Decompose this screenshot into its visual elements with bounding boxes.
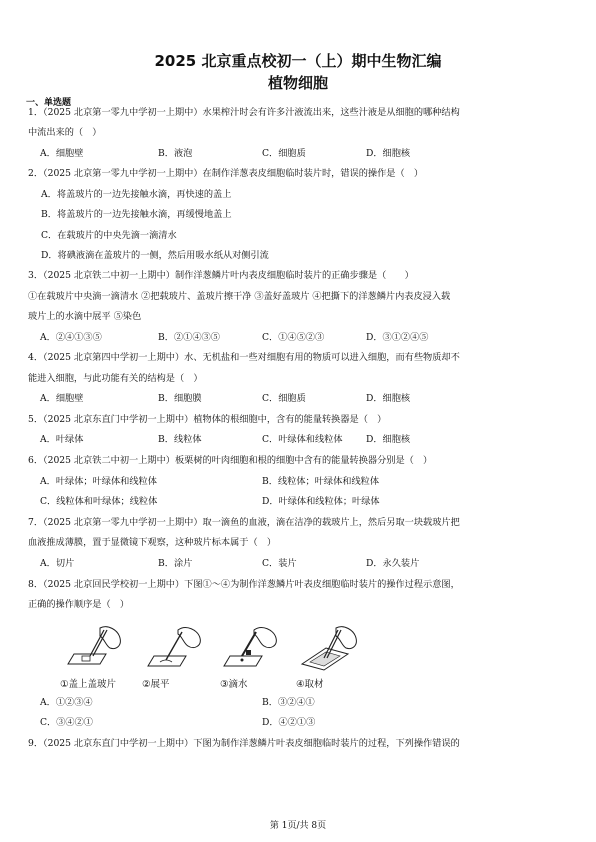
figure-caption: ④取材 — [296, 679, 324, 690]
answer-option: A．②④①③⑤ — [40, 332, 102, 343]
question-line: 正确的操作顺序是（ ） — [28, 599, 130, 610]
question-line: 能进入细胞，与此功能有关的结构是（ ） — [28, 373, 203, 384]
question-line: 7．（2025 北京第一零九中学初一上期中）取一滴鱼的血液，滴在洁净的载玻片上，然后另取一块载玻片把 — [28, 517, 460, 528]
answer-option: D．③①②④⑤ — [366, 332, 429, 343]
page-title: 2025 北京重点校初一（上）期中生物汇编 — [154, 52, 442, 70]
page-footer: 第 1页/共 8页 — [269, 821, 327, 831]
answer-option: A．细胞壁 — [40, 148, 84, 159]
question-line: 血液推成薄膜，置于显微镜下观察，这种玻片标本属于（ ） — [28, 537, 277, 548]
answer-option: C．①④⑤②③ — [262, 332, 325, 343]
answer-option: D．叶绿体和线粒体；叶绿体 — [262, 496, 380, 507]
answer-option: B．线粒体；叶绿体和线粒体 — [262, 476, 380, 487]
answer-option: A．叶绿体；叶绿体和线粒体 — [40, 476, 157, 487]
answer-option: C．细胞质 — [262, 393, 306, 404]
answer-option: C．线粒体和叶绿体；线粒体 — [40, 496, 158, 507]
answer-option: B．线粒体 — [158, 434, 202, 445]
question-line: 1．（2025 北京第一零九中学初一上期中）水果榨汁时会有许多汁液流出来，这些汁液是从细胞的哪种结构 — [28, 107, 460, 118]
figure-cover-slip — [60, 624, 120, 694]
answer-option: D．细胞核 — [366, 148, 411, 159]
question-line: C．在载玻片的中央先滴一滴清水 — [41, 230, 177, 241]
figure-caption: ①盖上盖玻片 — [60, 679, 117, 690]
answer-option: B．涂片 — [158, 558, 193, 569]
answer-option: B．③②④① — [262, 697, 315, 708]
question-line: D．将碘液滴在盖玻片的一侧，然后用吸水纸从对侧引流 — [41, 250, 269, 261]
hand-tweezers-icon — [60, 624, 130, 676]
answer-option: B．细胞膜 — [158, 393, 202, 404]
needle-hand-icon — [142, 624, 212, 676]
answer-option: A．叶绿体 — [40, 434, 84, 445]
answer-option: D．④②①③ — [262, 717, 316, 728]
answer-option: D．细胞核 — [366, 434, 411, 445]
question-line: 6．（2025 北京铁二中初一上期中）板栗树的叶肉细胞和根的细胞中含有的能量转换器分别是（ ） — [28, 455, 433, 466]
question-line: 玻片上的水滴中展平 ⑤染色 — [28, 311, 142, 322]
answer-option: C．装片 — [262, 558, 297, 569]
question-line: 8．（2025 北京回民学校初一上期中）下图①～④为制作洋葱鳞片叶表皮细胞临时装片的操作过程示意图， — [28, 579, 460, 590]
figure-caption: ②展平 — [142, 679, 170, 690]
figure-spread — [142, 624, 202, 694]
answer-option: C．细胞质 — [262, 148, 306, 159]
question-line: A．将盖玻片的一边先接触水滴，再快速的盖上 — [41, 189, 232, 200]
answer-option: A．细胞壁 — [40, 393, 84, 404]
answer-option: B．液泡 — [158, 148, 193, 159]
answer-option: A．①②③④ — [40, 697, 93, 708]
section-label: 一、单选题 — [26, 98, 72, 108]
dropper-icon — [220, 624, 290, 676]
question-line: 2．（2025 北京第一零九中学初一上期中）在制作洋葱表皮细胞临时装片时，错误的操作是（ ） — [28, 168, 424, 179]
answer-option: C．叶绿体和线粒体 — [262, 434, 343, 445]
figure-take-material — [296, 624, 356, 694]
procedure-figure — [60, 624, 370, 694]
answer-option: D．细胞核 — [366, 393, 411, 404]
answer-option: C．③④②① — [40, 717, 93, 728]
question-line: 中流出来的（ ） — [28, 127, 102, 138]
question-line: ①在载玻片中央滴一滴清水 ②把载玻片、盖玻片擦干净 ③盖好盖玻片 ④把撕下的洋葱鳞片内表皮浸入载 — [28, 291, 451, 302]
figure-caption: ③滴水 — [220, 679, 248, 690]
figure-drop-water — [220, 624, 280, 694]
question-line: B．将盖玻片的一边先接触水滴，再缓慢地盖上 — [41, 209, 232, 220]
question-line: 4．（2025 北京第四中学初一上期中）水、无机盐和一些对细胞有用的物质可以进入细胞，而有些物质却不 — [28, 352, 460, 363]
answer-option: D．永久装片 — [366, 558, 420, 569]
onion-scale-icon — [296, 624, 366, 676]
answer-option: A．切片 — [40, 558, 75, 569]
answer-option: B．②①④③⑤ — [158, 332, 220, 343]
question-line: 3．（2025 北京铁二中初一上期中）制作洋葱鳞片叶内表皮细胞临时装片的正确步骤是（ ） — [28, 270, 414, 281]
question-line: 9．（2025 北京东直门中学初一上期中）下图为制作洋葱鳞片叶表皮细胞临时装片的过程，下列操作错误的 — [28, 738, 460, 749]
question-line: 5．（2025 北京东直门中学初一上期中）植物体的根细胞中，含有的能量转换器是（ ） — [28, 414, 387, 425]
page-subtitle: 植物细胞 — [267, 74, 328, 92]
